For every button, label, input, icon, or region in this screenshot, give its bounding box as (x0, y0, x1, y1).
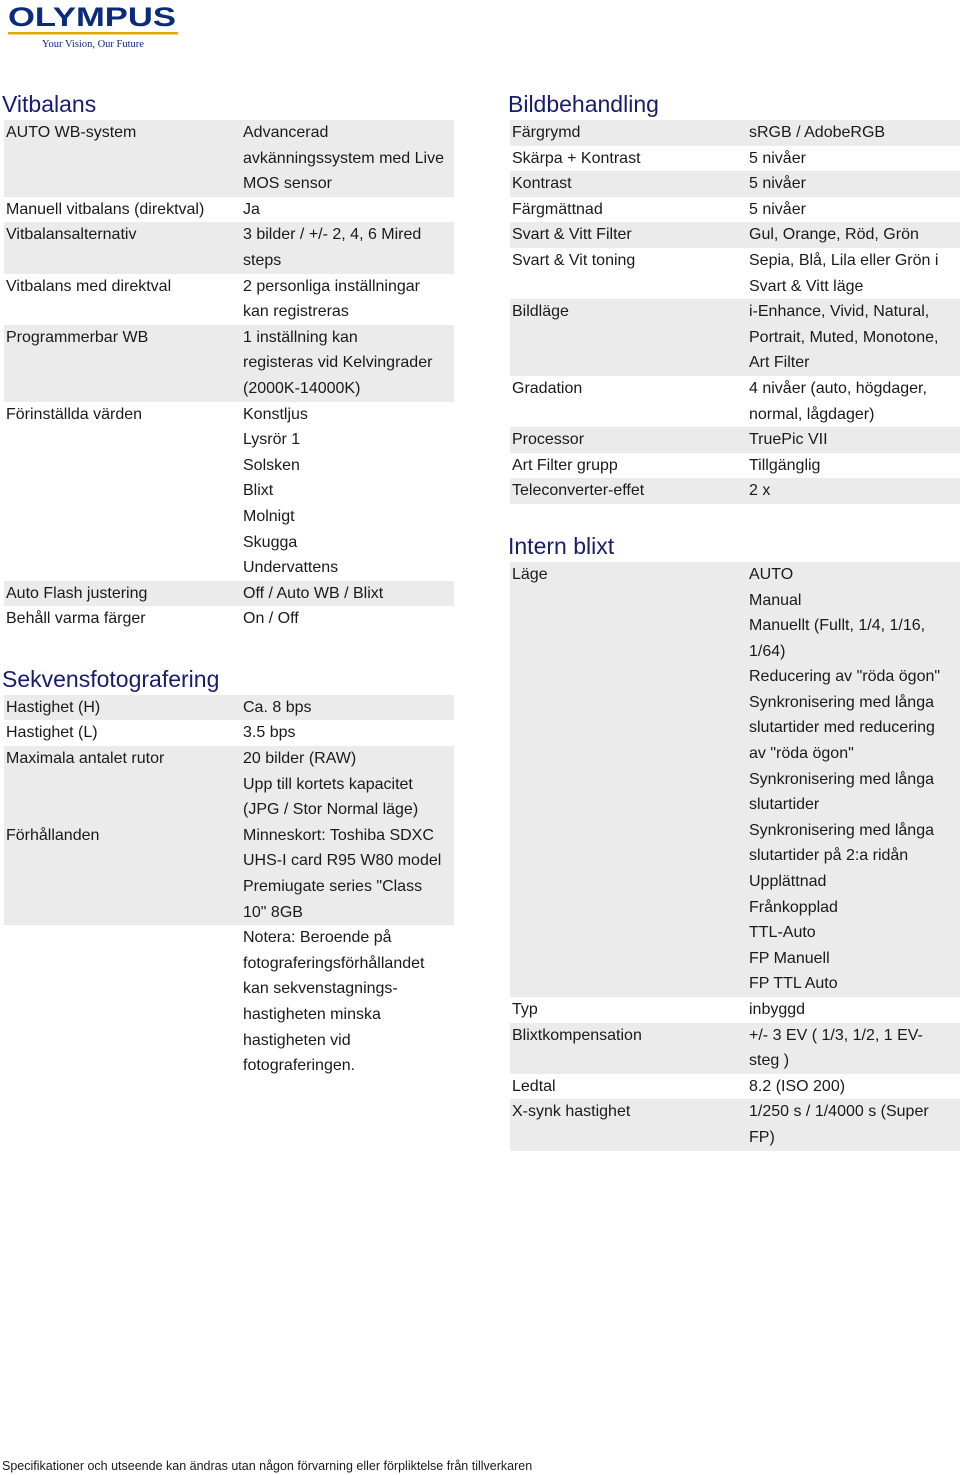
spec-row (4, 606, 454, 632)
spec-value-line: Solsken (243, 456, 300, 474)
spec-label: Ledtal (512, 1077, 556, 1095)
spec-value-line: Off / Auto WB / Blixt (243, 584, 384, 602)
spec-value-line: Minneskort: Toshiba SDXC (243, 826, 434, 844)
spec-value (747, 120, 960, 146)
spec-value-line: 3 bilder / +/- 2, 4, 6 Mired (243, 226, 422, 244)
spec-value (241, 823, 454, 925)
spec-label: Typ (512, 1001, 538, 1018)
spec-value-line: av "röda ögon" (749, 745, 854, 763)
spec-row (4, 222, 454, 273)
section-title-vitbalans: Vitbalans (2, 91, 97, 117)
spec-value-line: normal, lågdager) (749, 405, 875, 423)
spec-label: Färgmättnad (512, 200, 603, 218)
spec-label: Vitbalans med direktval (6, 277, 172, 295)
spec-value-line: UHS-I card R95 W80 model (243, 852, 442, 870)
spec-row (510, 478, 960, 504)
spec-value-line: fotograferingen. (243, 1057, 356, 1075)
spec-label: Färgrymd (510, 120, 747, 146)
spec-value-line: slutartider (749, 796, 820, 814)
spec-row (4, 925, 454, 1079)
spec-row (510, 248, 960, 299)
spec-value-line: (JPG / Stor Normal läge) (243, 801, 419, 819)
spec-value (241, 695, 454, 721)
spec-table-sekvens (4, 695, 454, 1079)
spec-value-line: AUTO (749, 565, 794, 583)
spec-row (4, 120, 454, 197)
spec-label: Blixtkompensation (510, 1023, 747, 1074)
spec-label: Art Filter grupp (512, 456, 618, 474)
spec-row (4, 197, 454, 223)
spec-value-line: 4 nivåer (auto, högdager, (749, 379, 927, 397)
spec-value-line: 5 nivåer (749, 175, 806, 193)
spec-label: Kontrast (510, 171, 747, 197)
spec-label: Manuell vitbalans (direktval) (6, 200, 205, 218)
spec-value-line: steps (243, 251, 282, 269)
spec-value-line: Synkronisering med långa (749, 770, 934, 788)
spec-value (747, 453, 960, 479)
spec-value-line: inbyggd (749, 1001, 806, 1018)
spec-label: Auto Flash justering (4, 581, 241, 607)
spec-value-line: Tillgänglig (749, 456, 821, 474)
spec-table-vitbalans (4, 120, 454, 632)
spec-row (4, 274, 454, 325)
spec-value-line: Sepia, Blå, Lila eller Grön i (749, 251, 939, 269)
spec-value-line: Reducering av "röda ögon" (749, 668, 941, 686)
spec-row (510, 146, 960, 172)
spec-value-line: FP TTL Auto (749, 975, 838, 993)
spec-value-line: FP) (749, 1128, 775, 1146)
spec-row (4, 746, 454, 823)
spec-row (510, 376, 960, 427)
spec-value-line: Skugga (243, 533, 298, 551)
spec-row (510, 222, 960, 248)
spec-label: Hastighet (H) (4, 695, 241, 721)
spec-value (747, 171, 960, 197)
spec-value-line: Konstljus (243, 405, 308, 423)
spec-row (510, 171, 960, 197)
spec-value-line: 2 personliga inställningar (243, 277, 420, 295)
spec-row (510, 1023, 960, 1074)
spec-value-line: Undervattens (243, 559, 339, 577)
spec-value-line: Ca. 8 bps (243, 698, 312, 716)
spec-label: Gradation (512, 379, 583, 397)
spec-label: Förhållanden (4, 823, 241, 925)
spec-value-line: Lysrör 1 (243, 431, 301, 449)
spec-row (510, 299, 960, 376)
spec-row (510, 562, 960, 997)
spec-value (241, 274, 454, 325)
spec-value-line: 1/250 s / 1/4000 s (Super (749, 1103, 929, 1121)
spec-label: Processor (510, 427, 747, 453)
spec-value-line: Manual (749, 591, 802, 609)
spec-value-line: hastigheten minska (243, 1006, 381, 1023)
spec-value (747, 248, 960, 299)
left-column (4, 88, 454, 1079)
spec-label: AUTO WB-system (4, 120, 241, 197)
spec-value (241, 325, 454, 402)
spec-value-line: Upplättnad (749, 873, 827, 891)
brand-tagline: Your Vision, Our Future (42, 39, 144, 50)
spec-value (747, 1074, 960, 1100)
spec-value-line: TTL-Auto (749, 924, 816, 942)
spec-value (241, 120, 454, 197)
spec-label: Behåll varma färger (6, 610, 146, 628)
spec-value (241, 222, 454, 273)
section-title-intern-blixt: Intern blixt (508, 532, 615, 559)
spec-value (241, 197, 454, 223)
spec-value (241, 402, 454, 581)
spec-row (4, 695, 454, 721)
spec-label: Läge (510, 562, 747, 997)
spec-value-line: Portrait, Muted, Monotone, (749, 328, 939, 346)
spec-value-line: Molnigt (243, 507, 295, 525)
spec-value-line: 5 nivåer (749, 200, 806, 218)
section-title-sekvensfotografering: Sekvensfotografering (2, 665, 220, 692)
spec-value (241, 606, 454, 632)
spec-row (510, 997, 960, 1023)
spec-value-line: 2 x (749, 482, 771, 500)
spec-value-line: Synkronisering med långa (749, 821, 934, 839)
spec-value (747, 562, 960, 997)
spec-value (747, 1099, 960, 1150)
olympus-logo-mark (8, 2, 180, 50)
spec-value-line: hastigheten vid (243, 1031, 351, 1049)
spec-value-line: 1 inställning kan (243, 328, 358, 346)
spec-value-line: steg ) (749, 1052, 790, 1070)
spec-value-line: Advancerad (243, 124, 329, 141)
spec-row (510, 1099, 960, 1150)
spec-value-line: Synkronisering med långa (749, 693, 934, 711)
spec-value-line: TruePic VII (749, 431, 828, 449)
spec-value (747, 427, 960, 453)
spec-value-line: Svart & Vitt läge (749, 277, 864, 295)
spec-value (241, 720, 454, 746)
spec-value (241, 746, 454, 823)
spec-value-line: fotograferingsförhållandet (243, 954, 425, 972)
spec-value-line: Art Filter (749, 354, 810, 372)
spec-value-line: Upp till kortets kapacitet (243, 775, 413, 793)
spec-label: X-synk hastighet (510, 1099, 747, 1150)
spec-value-line: avkänningssystem med Live (243, 149, 444, 167)
spec-value-line: Gul, Orange, Röd, Grön (749, 226, 919, 244)
spec-value-line: Manuellt (Fullt, 1/4, 1/16, (749, 617, 926, 635)
spec-row (4, 402, 454, 581)
spec-value-line: kan sekvenstagnings- (243, 980, 398, 998)
spec-label: Förinställda värden (6, 405, 143, 423)
spec-value-line: MOS sensor (243, 175, 332, 193)
right-column (510, 88, 960, 1151)
spec-label: Vitbalansalternativ (4, 222, 241, 273)
spec-row (510, 427, 960, 453)
spec-table-intern-blixt (510, 562, 960, 1151)
footer-disclaimer: Specifikationer och utseende kan ändras utan någon förvarning eller förpliktelse från tillverkaren (2, 1459, 533, 1473)
spec-row (510, 197, 960, 223)
spec-value-line: slutartider på 2:a ridån (749, 847, 909, 865)
spec-label: Maximala antalet rutor (4, 746, 241, 823)
spec-label (4, 925, 241, 1079)
spec-value-line: registeras vid Kelvingrader (243, 354, 433, 372)
spec-value (747, 299, 960, 376)
spec-table-bildbehandling (510, 120, 960, 504)
spec-label: Svart & Vitt Filter (510, 222, 747, 248)
spec-value (747, 376, 960, 427)
spec-value-line: 5 nivåer (749, 149, 806, 167)
spec-value-line: Blixt (243, 482, 274, 500)
spec-label: Programmerbar WB (4, 325, 241, 402)
spec-label: Bildläge (510, 299, 747, 376)
spec-value (747, 478, 960, 504)
spec-row (4, 581, 454, 607)
section-title-bildbehandling: Bildbehandling (508, 91, 659, 117)
spec-value (747, 197, 960, 223)
brand-wordmark: OLYMPUS (8, 2, 176, 32)
spec-value (241, 581, 454, 607)
spec-value-line: 8.2 (ISO 200) (749, 1077, 846, 1095)
spec-value-line: 10" 8GB (243, 903, 303, 921)
spec-row (510, 1074, 960, 1100)
spec-value (747, 146, 960, 172)
spec-row (510, 453, 960, 479)
spec-row (4, 823, 454, 925)
spec-row (4, 720, 454, 746)
spec-value-line: kan registreras (243, 303, 349, 321)
spec-value-line: Frånkopplad (749, 898, 838, 916)
spec-value-line: Notera: Beroende på (243, 929, 392, 947)
spec-value (747, 1023, 960, 1074)
spec-value-line: 1/64) (749, 642, 786, 660)
spec-value-line: slutartider med reducering (749, 719, 935, 737)
spec-value-line: Premiugate series "Class (243, 878, 423, 896)
spec-value-line: (2000K-14000K) (243, 379, 361, 397)
spec-row (4, 325, 454, 402)
spec-value (747, 222, 960, 248)
spec-label: Teleconverter-effet (510, 478, 747, 504)
spec-value-line: FP Manuell (749, 949, 830, 967)
spec-value-line: Ja (243, 200, 260, 218)
spec-value-line: 3.5 bps (243, 724, 296, 742)
olympus-logo (8, 2, 180, 50)
spec-value-line: sRGB / AdobeRGB (749, 124, 886, 141)
spec-label: Hastighet (L) (6, 724, 98, 742)
spec-label: Svart & Vit toning (512, 251, 636, 269)
spec-value-line: 20 bilder (RAW) (243, 750, 357, 768)
spec-value-line: On / Off (243, 610, 299, 628)
spec-row (510, 120, 960, 146)
spec-value-line: i-Enhance, Vivid, Natural, (749, 303, 930, 321)
spec-value-line: +/- 3 EV ( 1/3, 1/2, 1 EV- (749, 1026, 923, 1044)
spec-value (747, 997, 960, 1023)
spec-label: Skärpa + Kontrast (512, 149, 641, 167)
spec-value (241, 925, 454, 1079)
